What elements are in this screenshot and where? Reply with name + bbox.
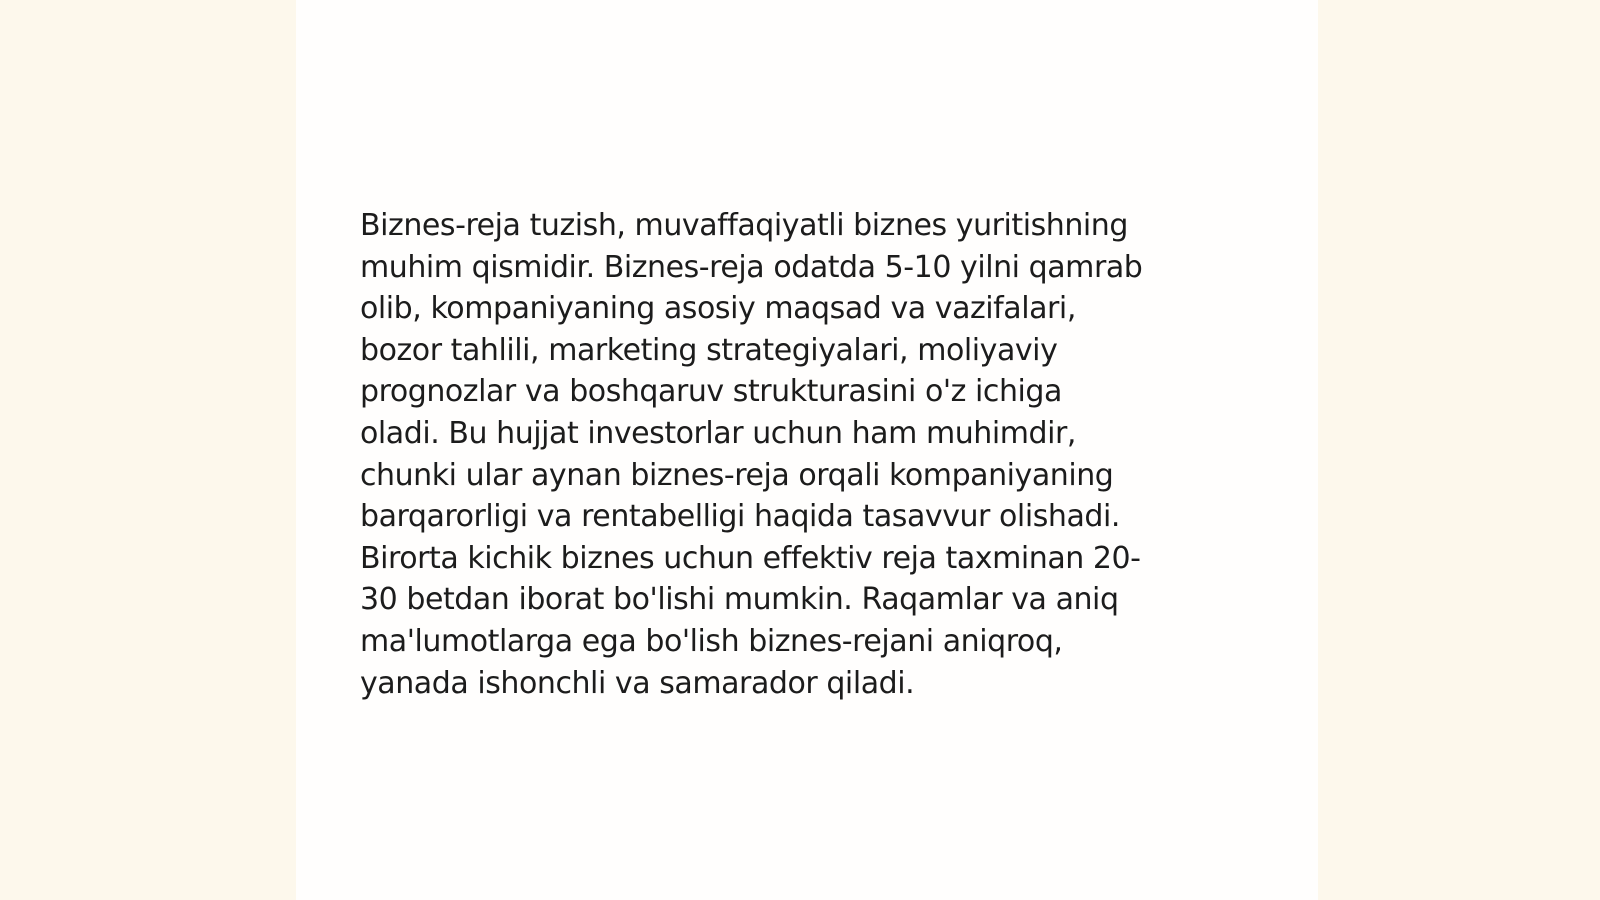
body-paragraph: Biznes-reja tuzish, muvaffaqiyatli biznes yuritishning muhim qismidir. Biznes-reja odatda 5-10 yilni qamrab olib, kompaniyaning asosiy maqsad va vazifalari, bozor tahlili, marketing strategiyalari, moliyaviy prognozlar va boshqaruv strukturasini o'z ichiga oladi. Bu hujjat investorlar uchun ham muhimdir, chunki ular aynan biznes-reja orqali kompaniyaning barqarorligi va rentabelligi haqida tasavvur olishadi. Birorta kichik biznes uchun effektiv reja taxminan 20- 30 betdan iborat bo'lishi mumkin. Raqamlar va aniq ma'lumotlarga ega bo'lish biznes-rejani aniqroq, yanada ishonchli va samarador qiladi. bbox=[360, 208, 1143, 701]
document-page bbox=[296, 0, 1318, 900]
